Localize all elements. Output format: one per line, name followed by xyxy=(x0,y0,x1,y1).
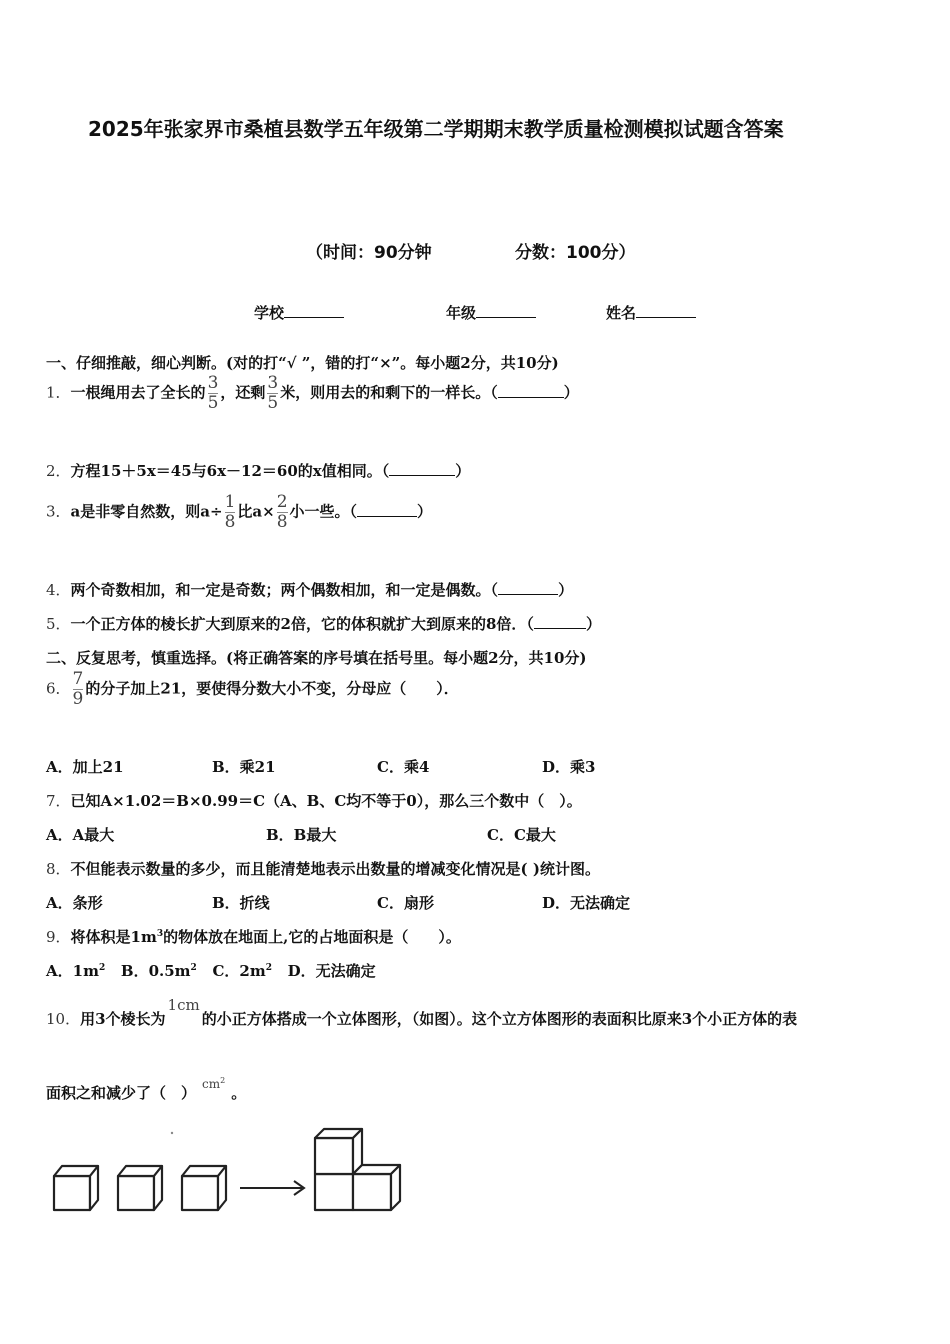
q7-option-c[interactable]: C．C最大 xyxy=(487,826,556,844)
stray-dot xyxy=(171,1132,173,1134)
question-number: 8． xyxy=(46,860,71,878)
small-cube-3 xyxy=(182,1166,226,1210)
q8-option-b[interactable]: B．折线 xyxy=(212,894,270,912)
section-2-heading: 二、反复思考，慎重选择。(将正确答案的序号填在括号里。每小题2分，共10分) xyxy=(46,649,587,667)
answer-blank[interactable] xyxy=(534,614,586,629)
name-blank xyxy=(636,303,696,318)
q6-option-a[interactable]: A．加上21 xyxy=(46,758,124,776)
q6-option-d[interactable]: D．乘3 xyxy=(542,758,596,776)
answer-blank[interactable] xyxy=(357,502,417,517)
option-label: B．0.5m xyxy=(120,962,191,980)
fraction-1-8 xyxy=(225,493,236,532)
question-number: 5． xyxy=(46,615,71,633)
q3-text-a: a是非零自然数，则a÷ xyxy=(70,502,223,521)
q9-option-d[interactable] xyxy=(288,962,376,980)
combined-cubes xyxy=(315,1129,400,1210)
numerator: 1 xyxy=(224,492,236,512)
question-number: 2． xyxy=(46,462,71,480)
question-number: 3． xyxy=(46,502,71,521)
school-field xyxy=(254,302,344,323)
fraction-7-9 xyxy=(73,670,84,709)
q6-option-b[interactable]: B．乘21 xyxy=(212,758,276,776)
score-info: 分数：100分） xyxy=(515,243,636,263)
time-info: （时间：90分钟 xyxy=(306,243,432,263)
question-8 xyxy=(46,858,600,879)
q7-option-a[interactable]: A．A最大 xyxy=(46,826,115,844)
q1-text-d: ） xyxy=(563,383,579,402)
q8-option-a[interactable]: A．条形 xyxy=(46,894,103,912)
q1-text-a: 一根绳用去了全长的 xyxy=(70,383,206,402)
q10-text-a: 用3个棱长为 xyxy=(80,1010,166,1028)
question-5 xyxy=(46,613,601,634)
q4-text: 两个奇数相加，和一定是奇数；两个偶数相加，和一定是偶数。（ xyxy=(70,581,499,599)
q5-text: 一个正方体的棱长扩大到原来的2倍，它的体积就扩大到原来的8倍．（ xyxy=(70,615,534,633)
q9-option-c[interactable] xyxy=(212,962,272,980)
grade-blank xyxy=(476,303,536,318)
unit-cm2 xyxy=(202,1077,225,1091)
option-exponent: 2 xyxy=(265,963,272,973)
question-1 xyxy=(46,374,579,413)
q3-text-c: 小一些。（ xyxy=(289,502,358,521)
denominator: 8 xyxy=(276,512,288,532)
numerator: 3 xyxy=(267,373,279,393)
question-6 xyxy=(46,670,459,709)
numerator: 2 xyxy=(276,492,288,512)
fraction-3-5 xyxy=(208,374,219,413)
q1-text-b: ，还剩 xyxy=(220,383,266,402)
numerator: 3 xyxy=(207,373,219,393)
q10-text-b: 的小正方体搭成一个立体图形，（如图）。这个立方体图形的表面积比原来3个小正方体的表 xyxy=(201,1010,798,1028)
question-number: 7． xyxy=(46,792,71,810)
option-exponent: 2 xyxy=(190,963,197,973)
q7-option-b[interactable]: B．B最大 xyxy=(266,826,337,844)
fraction-3-5 xyxy=(267,374,278,413)
question-number: 9． xyxy=(46,928,71,946)
denominator: 5 xyxy=(267,393,279,413)
option-label: C．2m xyxy=(212,962,266,980)
option-exponent: 2 xyxy=(98,963,106,973)
q9-text-a: 将体积是1m xyxy=(70,928,157,946)
school-label: 学校 xyxy=(254,304,285,322)
q9-exponent: 3 xyxy=(156,929,164,939)
q3-close: ） xyxy=(417,502,433,521)
fraction-2-8 xyxy=(277,493,288,532)
small-cube-2 xyxy=(118,1166,162,1210)
q9-option-a[interactable] xyxy=(46,962,105,980)
question-number: 1． xyxy=(46,383,71,402)
question-number: 10． xyxy=(46,1010,81,1028)
unit-text: cm xyxy=(202,1077,221,1091)
name-label: 姓名 xyxy=(606,304,637,322)
denominator: 5 xyxy=(207,393,219,413)
small-cube-1 xyxy=(54,1166,98,1210)
q10-text-c: 面积之和减少了（ ） xyxy=(46,1084,197,1102)
section-1-heading: 一、仔细推敲，细心判断。(对的打“√ ”，错的打“×”。每小题2分，共10分) xyxy=(46,354,559,372)
q10-text-d: 。 xyxy=(231,1084,247,1102)
question-3 xyxy=(46,493,432,532)
unit-1cm: 1cm xyxy=(167,996,200,1014)
question-9 xyxy=(46,926,461,947)
q8-option-c[interactable]: C．扇形 xyxy=(377,894,434,912)
option-label: D．无法确定 xyxy=(287,962,376,980)
question-7 xyxy=(46,790,582,811)
page-title: 2025年张家界市桑植县数学五年级第二学期期末教学质量检测模拟试题含答案 xyxy=(88,117,784,141)
answer-blank[interactable] xyxy=(498,580,558,595)
q9-options xyxy=(46,960,376,981)
denominator: 9 xyxy=(72,689,84,709)
cube-figure xyxy=(40,1120,420,1225)
unit-exponent: 2 xyxy=(220,1076,226,1085)
question-4 xyxy=(46,579,573,600)
answer-blank[interactable] xyxy=(498,383,564,398)
question-2 xyxy=(46,460,470,481)
denominator: 8 xyxy=(224,512,236,532)
q5-close: ） xyxy=(585,615,601,633)
question-10-continued xyxy=(46,1076,247,1103)
grade-label: 年级 xyxy=(446,304,477,322)
grade-field xyxy=(446,302,536,323)
q7-text: 已知A×1.02＝B×0.99＝C（A、B、C均不等于0），那么三个数中（ ）。 xyxy=(70,792,582,810)
q6-option-c[interactable]: C．乘4 xyxy=(377,758,430,776)
question-10 xyxy=(46,996,798,1029)
q4-close: ） xyxy=(558,581,574,599)
q8-option-d[interactable]: D．无法确定 xyxy=(542,894,631,912)
question-number: 4． xyxy=(46,581,71,599)
q3-text-b: 比a× xyxy=(237,502,275,521)
name-field xyxy=(606,302,696,323)
answer-blank[interactable] xyxy=(389,461,455,476)
q2-text: 方程15＋5x＝45与6x－12＝60的x值相同。（ xyxy=(70,462,390,480)
numerator: 7 xyxy=(72,669,84,689)
q8-text: 不但能表示数量的多少，而且能清楚地表示出数量的增减变化情况是( )统计图。 xyxy=(70,860,600,878)
q9-option-b[interactable] xyxy=(121,962,197,980)
q2-close: ） xyxy=(455,462,471,480)
question-number: 6． xyxy=(46,679,71,698)
school-blank xyxy=(284,303,344,318)
q1-text-c: 米，则用去的和剩下的一样长。（ xyxy=(280,383,498,402)
q6-text: 的分子加上21，要使得分数大小不变，分母应（ ）． xyxy=(85,679,459,698)
q9-text-b: 的物体放在地面上,它的占地面积是（ ）。 xyxy=(163,928,461,946)
arrow-icon xyxy=(240,1181,304,1195)
option-label: A．1m xyxy=(46,962,99,980)
